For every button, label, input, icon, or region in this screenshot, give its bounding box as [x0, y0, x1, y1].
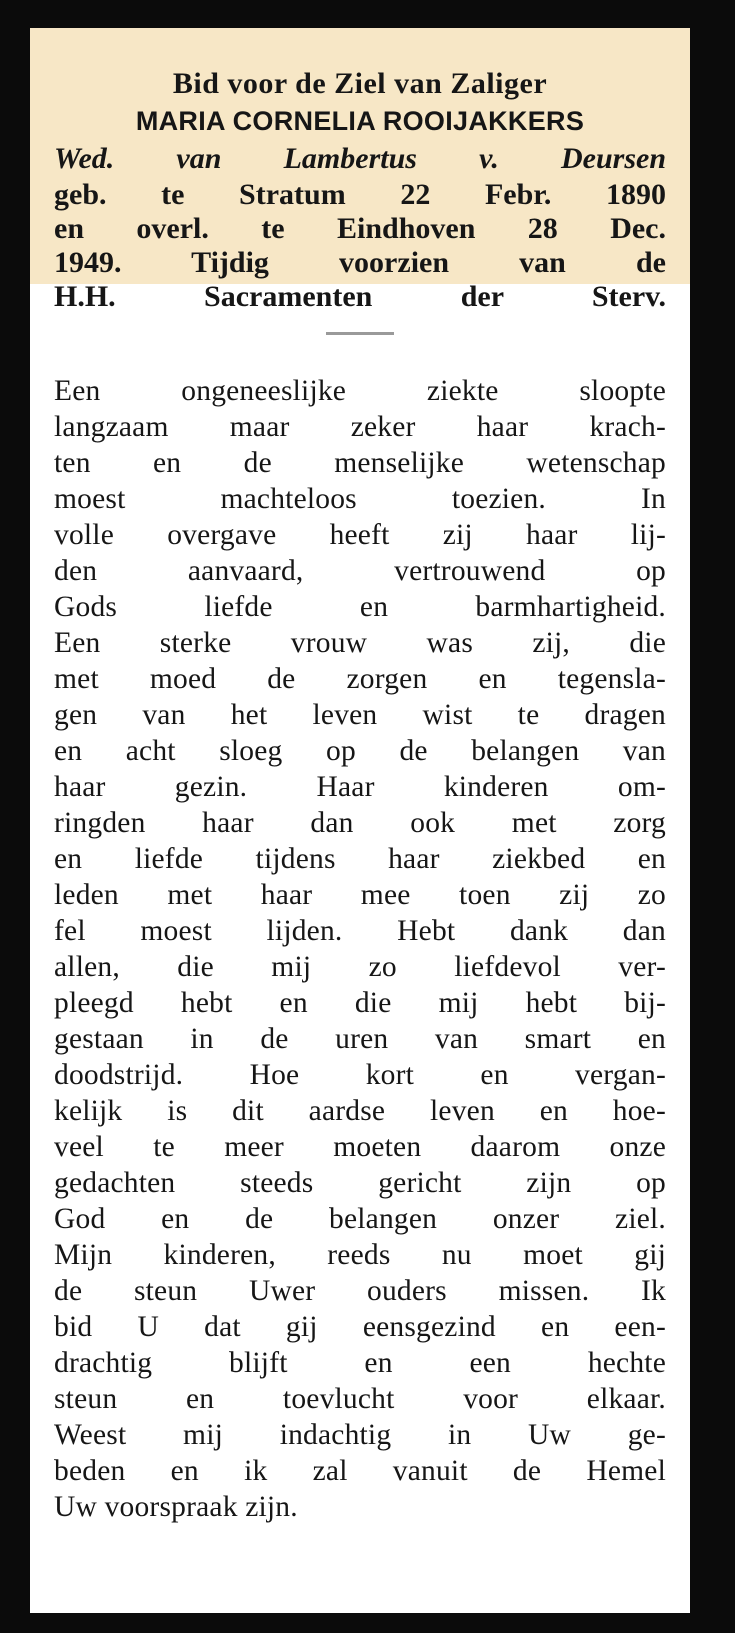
text-line: drachtig blijft en een hechte [54, 1347, 666, 1379]
text-line: en acht sloeg op de belangen van [54, 735, 666, 767]
text-line: de steun Uwer ouders missen. Ik [54, 1275, 666, 1307]
text-line: Uw voorspraak zijn. [54, 1491, 298, 1523]
text-line: langzaam maar zeker haar krach- [54, 411, 666, 443]
divider [326, 332, 394, 335]
text-line: en liefde tijdens haar ziekbed en [54, 843, 666, 875]
text-line: gedachten steeds gericht zijn op [54, 1167, 666, 1199]
text-line: leden met haar mee toen zij zo [54, 879, 666, 911]
text-line: Een sterke vrouw was zij, die [54, 627, 666, 659]
text-line: Weest mij indachtig in Uw ge- [54, 1419, 666, 1451]
text-line: veel te meer moeten daarom onze [54, 1131, 666, 1163]
card-content [54, 66, 666, 1525]
detail-line: geb. te Stratum 22 Febr. 1890 [54, 178, 666, 211]
text-line: kelijk is dit aardse leven en hoe- [54, 1095, 666, 1127]
text-line: volle overgave heeft zij haar lij- [54, 519, 666, 551]
text-line: pleegd hebt en die mij hebt bij- [54, 987, 666, 1019]
prayer-intro: Bid voor de Ziel van Zaliger [172, 67, 548, 100]
text-line: bid U dat gij eensgezind en een- [54, 1311, 666, 1343]
text-line: met moed de zorgen en tegensla- [54, 663, 666, 695]
text-line: gen van het leven wist te dragen [54, 699, 666, 731]
detail-line: 1949. Tijdig voorzien van de [54, 246, 666, 279]
text-line: Gods liefde en barmhartigheid. [54, 591, 666, 623]
text-line: God en de belangen onzer ziel. [54, 1203, 666, 1235]
text-line: gestaan in de uren van smart en [54, 1023, 666, 1055]
text-line: Mijn kinderen, reeds nu moet gij [54, 1239, 666, 1271]
text-line: fel moest lijden. Hebt dank dan [54, 915, 666, 947]
memorial-card [30, 28, 690, 1613]
memorial-text [54, 373, 666, 1525]
text-line: doodstrijd. Hoe kort en vergan- [54, 1059, 666, 1091]
text-line: ringden haar dan ook met zorg [54, 807, 666, 839]
text-line: beden en ik zal vanuit de Hemel [54, 1455, 666, 1487]
birth-death-details [54, 178, 666, 314]
text-line: moest machteloos toezien. In [54, 483, 666, 515]
deceased-name: MARIA CORNELIA ROOIJAKKERS [135, 106, 585, 136]
text-line: haar gezin. Haar kinderen om- [54, 771, 666, 803]
text-line: steun en toevlucht voor elkaar. [54, 1383, 666, 1415]
detail-line: H.H. Sacramenten der Sterv. [54, 280, 666, 313]
widow-of-line: Wed. van Lambertus v. Deursen [54, 142, 666, 175]
text-line: den aanvaard, vertrouwend op [54, 555, 666, 587]
text-line: ten en de menselijke wetenschap [54, 447, 666, 479]
detail-line: en overl. te Eindhoven 28 Dec. [54, 212, 666, 245]
text-line: allen, die mij zo liefdevol ver- [54, 951, 666, 983]
text-line: Een ongeneeslijke ziekte sloopte [54, 375, 666, 407]
